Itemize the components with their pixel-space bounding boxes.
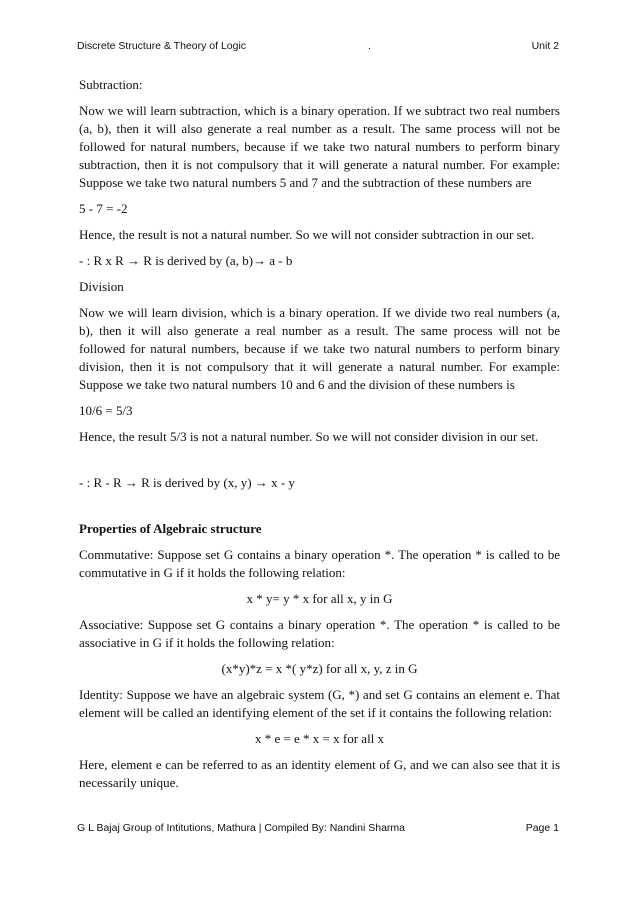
subtraction-paragraph: Now we will learn subtraction, which is a binary operation. If we subtract two real numbers (a, b), then it will also generate a real number as a result. The same process will not be followed for natural numbers, because if we take two natural numbers to perform binary subtraction, then it is not compulsory that it will generate a natural number. For example: Suppose we take two natural numbers 5 and 7 and the subtraction of these numbers are xyxy=(79,103,560,190)
subtraction-result: Hence, the result is not a natural number. So we will not consider subtraction in our set. xyxy=(79,227,535,242)
division-example: 10/6 = 5/3 xyxy=(79,403,133,418)
subtraction-example: 5 - 7 = -2 xyxy=(79,201,128,216)
page-header xyxy=(77,40,559,54)
division-paragraph: Now we will learn division, which is a binary operation. If we divide two real numbers (a, b), then it will also generate a real number as a result. The same process will not be followed for natural numbers, because if we take two natural numbers to perform binary division, then it is not compulsory that it will generate a natural number. For example: Suppose we take two natural numbers 10 and 6 and the division of these numbers is xyxy=(79,305,560,392)
subtraction-definition: - : R x R → R is derived by (a, b)→ a - b xyxy=(79,253,293,268)
division-definition: - : R - R → R is derived by (x, y) → x - y xyxy=(79,475,295,490)
division-result: Hence, the result 5/3 is not a natural number. So we will not consider division in our set. xyxy=(79,429,539,444)
properties-heading: Properties of Algebraic structure xyxy=(79,521,262,536)
identity-paragraph: Identity: Suppose we have an algebraic system (G, *) and set G contains an element e. That element will be called an identifying element of the set if it contains the following relation: xyxy=(79,687,560,720)
header-course-title: Discrete Structure & Theory of Logic xyxy=(77,40,247,52)
division-heading: Division xyxy=(79,279,124,294)
footer-page-number: Page 1 xyxy=(525,822,559,834)
associative-paragraph: Associative: Suppose set G contains a binary operation *. The operation * is called to be associative in G if it holds the following relation: xyxy=(79,617,560,650)
subtraction-heading: Subtraction: xyxy=(79,77,143,92)
page-footer xyxy=(77,822,559,836)
footer-institution: G L Bajaj Group of Intitutions, Mathura | Compiled By: Nandini Sharma xyxy=(77,822,405,834)
identity-note: Here, element e can be referred to as an identity element of G, and we can also see that it is necessarily unique. xyxy=(79,757,560,790)
identity-formula: x * e = e * x = x for all x xyxy=(254,731,385,746)
page-body xyxy=(79,76,560,792)
associative-formula: (x*y)*z = x *( y*z) for all x, y, z in G xyxy=(221,661,418,676)
header-unit: Unit 2 xyxy=(531,40,559,52)
commutative-paragraph: Commutative: Suppose set G contains a binary operation *. The operation * is called to be commutative in G if it holds the following relation: xyxy=(79,547,560,580)
header-separator: . xyxy=(368,40,371,52)
commutative-formula: x * y= y * x for all x, y in G xyxy=(246,591,393,606)
